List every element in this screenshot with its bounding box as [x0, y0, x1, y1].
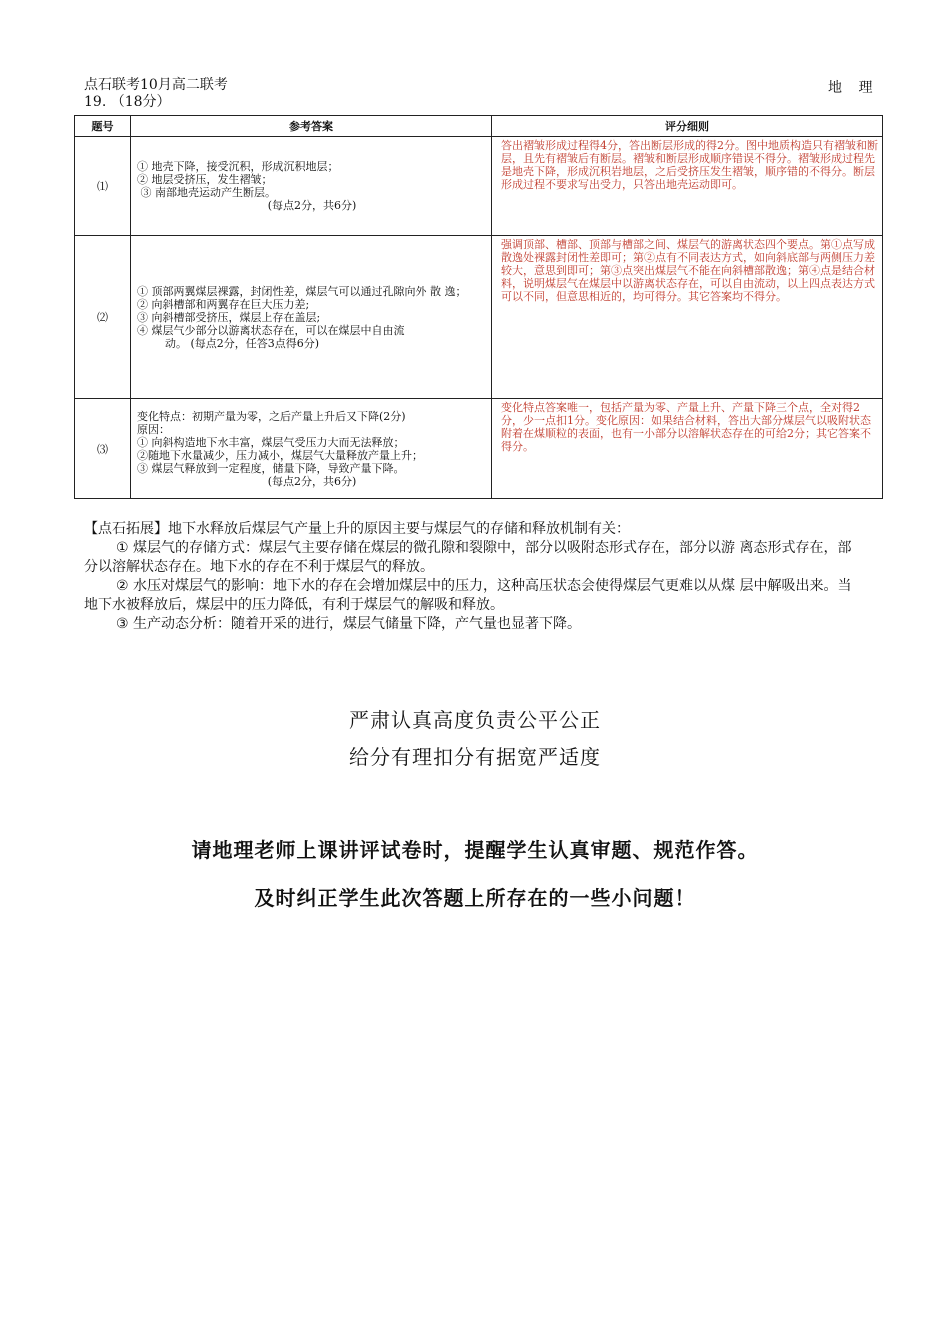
table-header-row [75, 116, 883, 137]
criteria-cell: 变化特点答案唯一，包括产量为零、产量上升、产量下降三个点，全对得2分，少一点扣1分。变化原因：如果结合材料，答出大部分煤层气以吸附状态附着在煤顺粒的表面，也有一小部分以溶解状态存在的可给2分；其它答案不得分。 [492, 399, 883, 499]
exam-title: 点石联考10月高二联考 [84, 77, 228, 93]
answer-line: ③ 煤层气释放到一定程度，储量下降，导致产量下降。 [137, 461, 405, 475]
answer-line: ③ 南部地壳运动产生断层。 [137, 186, 276, 199]
criteria-cell: 答出褶皱形成过程得4分，答出断层形成的得2分。图中地质构造只有褶皱和断层，且先有褶皱后有断层。褶皱和断层形成顺序错误不得分。褶皱形成过程先是地壳下降，形成沉积岩地层，之后受挤压发生褶皱，顺序错的不得分。断层形成过程不要求写出受力，只答出地壳运动即可。 [492, 137, 883, 236]
score-note: (每点2分，共6分) [267, 474, 357, 488]
extension-point: ① 煤层气的存储方式：煤层气主要存储在煤层的微孔隙和裂隙中，部分以吸附态形式存在，部分以游 离态形式存在，部分以溶解状态存在。地下水的存在不利于煤层气的释放。 [84, 540, 852, 575]
answer-line: 原因： [137, 422, 170, 436]
answer-line: ②随地下水量减少，压力减小，煤层气大量释放产量上升； [137, 448, 423, 462]
extension-section [84, 520, 864, 634]
row-number: ⑶ [75, 399, 131, 499]
answer-line: 变化特点：初期产量为零，之后产量上升后又下降(2分) [137, 409, 406, 423]
answer-line: ① 顶部两翼煤层裸露，封闭性差，煤层气可以通过孔隙向外 散 逸； [137, 284, 467, 298]
table-row [75, 236, 883, 399]
answer-cell [131, 137, 492, 236]
answer-table [74, 115, 883, 499]
answer-line: 动。 (每点2分，任答3点得6分) [137, 336, 320, 350]
answer-line: ② 向斜槽部和两翼存在巨大压力差; [137, 297, 310, 311]
answer-cell [131, 399, 492, 499]
extension-point: ② 水压对煤层气的影响：地下水的存在会增加煤层中的压力，这种高压状态会使得煤层气更难以从煤 层中解吸出来。当地下水被释放后，煤层中的压力降低，有利于煤层气的解吸和释放。 [84, 578, 852, 613]
question-number: 19. （18分） [84, 94, 171, 110]
motto-line: 严肃认真高度负责公平公正 [349, 708, 601, 732]
row-number: ⑵ [75, 236, 131, 399]
answer-line: ④ 煤层气少部分以游离状态存在，可以在煤层中自由流 [137, 323, 405, 337]
answer-cell [131, 236, 492, 399]
subject-label: 地 理 [828, 80, 879, 96]
answer-line: ① 地壳下降，接受沉积，形成沉积地层； [137, 160, 339, 173]
notice-line: 请地理老师上课讲评试卷时，提醒学生认真审题、规范作答。 [191, 838, 759, 862]
criteria-cell: 强调顶部、槽部、顶部与槽部之间、煤层气的游离状态四个要点。第①点写成散逸处裸露封闭性差即可；第②点有不同表达方式，如向斜底部与两侧压力差较大，意思到即可；第③点突出煤层气不能在向斜槽部散逸；第④点是结合材料，说明煤层气在煤层中以游离状态存在，可以自由流动，以上四点表达方式可以不同，但意思相近的，均可得分。其它答案均不得分。 [492, 236, 883, 399]
answer-line: ② 地层受挤压，发生褶皱； [137, 173, 273, 186]
motto-line: 给分有理扣分有据宽严适度 [349, 745, 601, 769]
table-row [75, 399, 883, 499]
header-number: 题号 [75, 116, 131, 137]
notice-line: 及时纠正学生此次答题上所存在的一些小问题！ [254, 886, 696, 910]
answer-line: ① 向斜构造地下水丰富，煤层气受压力大而无法释放； [137, 435, 405, 449]
header-criteria: 评分细则 [492, 116, 883, 137]
extension-point: ③ 生产动态分析：随着开采的进行，煤层气储量下降，产气量也显著下降。 [116, 616, 581, 632]
extension-intro: 【点石拓展】地下水释放后煤层气产量上升的原因主要与煤层气的存储和释放机制有关： [84, 521, 630, 537]
score-note: (每点2分，共6分) [267, 199, 357, 212]
header-answer: 参考答案 [131, 116, 492, 137]
table-row [75, 137, 883, 236]
row-number: ⑴ [75, 137, 131, 236]
answer-line: ③ 向斜槽部受挤压，煤层上存在盖层; [137, 310, 321, 324]
